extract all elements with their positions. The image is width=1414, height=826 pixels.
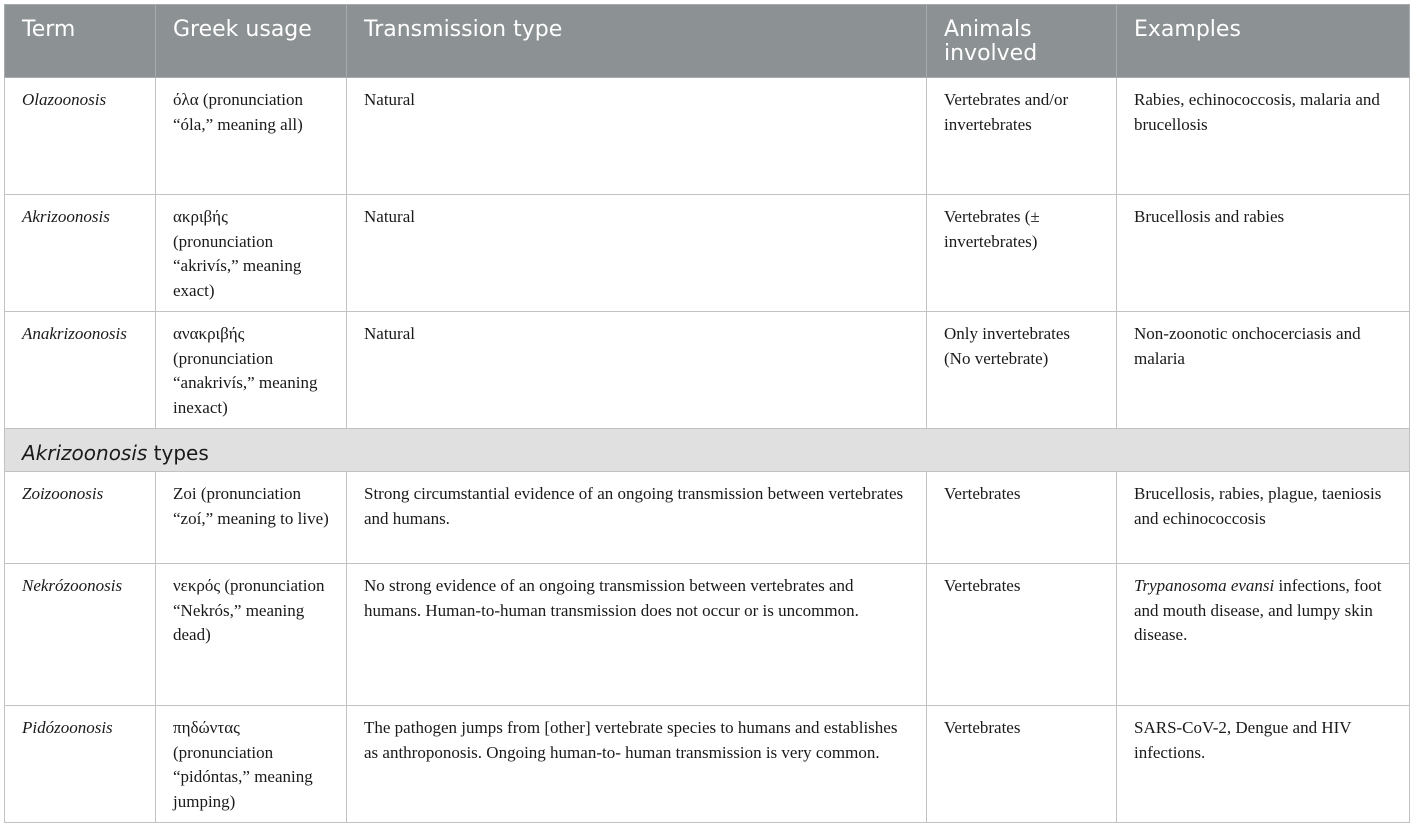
transmission-cell: No strong evidence of an ongoing transmission between vertebrates and humans. Human-to-human transmission does not occur or is uncommon. (347, 564, 927, 706)
animals-cell: Vertebrates (± invertebrates) (927, 195, 1117, 312)
section-header-italic: Akrizoonosis (22, 441, 148, 465)
table-header (5, 5, 1410, 78)
examples-cell: Rabies, echinococcosis, malaria and brucellosis (1117, 78, 1410, 195)
table-row (5, 312, 1410, 429)
examples-cell: Brucellosis and rabies (1117, 195, 1410, 312)
greek-usage-cell: νεκρός (pronunciation “Nekrós,” meaning dead) (156, 564, 347, 706)
table-row (5, 706, 1410, 823)
term-cell: Olazoonosis (5, 78, 156, 195)
zoonosis-classification-table (4, 4, 1410, 823)
section-header-cell (5, 429, 1410, 472)
greek-usage-cell: ανακριβής (pronunciation “anakrivís,” meaning inexact) (156, 312, 347, 429)
table-body (5, 78, 1410, 823)
animals-cell: Vertebrates (927, 564, 1117, 706)
examples-cell: SARS-CoV-2, Dengue and HIV infections. (1117, 706, 1410, 823)
section-header-row (5, 429, 1410, 472)
greek-usage-cell: ακριβής (pronunciation “akrivís,” meaning exact) (156, 195, 347, 312)
examples-cell (1117, 564, 1410, 706)
examples-italic-text: Trypanosoma evansi (1134, 576, 1275, 595)
header-row (5, 5, 1410, 78)
term-cell: Zoizoonosis (5, 472, 156, 564)
animals-cell: Only invertebrates (No vertebrate) (927, 312, 1117, 429)
header-examples: Examples (1117, 5, 1410, 78)
term-cell: Anakrizoonosis (5, 312, 156, 429)
transmission-cell: Natural (347, 195, 927, 312)
transmission-cell: The pathogen jumps from [other] vertebrate species to humans and establishes as anthroponosis. Ongoing human-to- human transmission is very common. (347, 706, 927, 823)
examples-rest-text: infections, foot and mouth disease, and lumpy skin disease. (1134, 576, 1382, 644)
examples-cell: Non-zoonotic onchocerciasis and malaria (1117, 312, 1410, 429)
table-row (5, 564, 1410, 706)
header-transmission-type: Transmission type (347, 5, 927, 78)
greek-usage-cell: Zoi (pronunciation “zoí,” meaning to live) (156, 472, 347, 564)
animals-cell: Vertebrates (927, 706, 1117, 823)
animals-cell: Vertebrates (927, 472, 1117, 564)
header-term: Term (5, 5, 156, 78)
header-greek-usage: Greek usage (156, 5, 347, 78)
greek-usage-cell: όλα (pronunciation “óla,” meaning all) (156, 78, 347, 195)
transmission-cell: Strong circumstantial evidence of an ongoing transmission between vertebrates and humans. (347, 472, 927, 564)
animals-cell: Vertebrates and/or invertebrates (927, 78, 1117, 195)
term-cell: Pidózoonosis (5, 706, 156, 823)
term-cell: Nekrózoonosis (5, 564, 156, 706)
greek-usage-cell: πηδώντας (pronunciation “pidóntas,” meaning jumping) (156, 706, 347, 823)
term-cell: Akrizoonosis (5, 195, 156, 312)
header-animals-involved: Animals involved (927, 5, 1117, 78)
table-row (5, 472, 1410, 564)
table-row (5, 195, 1410, 312)
table-row (5, 78, 1410, 195)
transmission-cell: Natural (347, 78, 927, 195)
section-header-rest: types (147, 441, 209, 465)
examples-cell: Brucellosis, rabies, plague, taeniosis and echinococcosis (1117, 472, 1410, 564)
transmission-cell: Natural (347, 312, 927, 429)
